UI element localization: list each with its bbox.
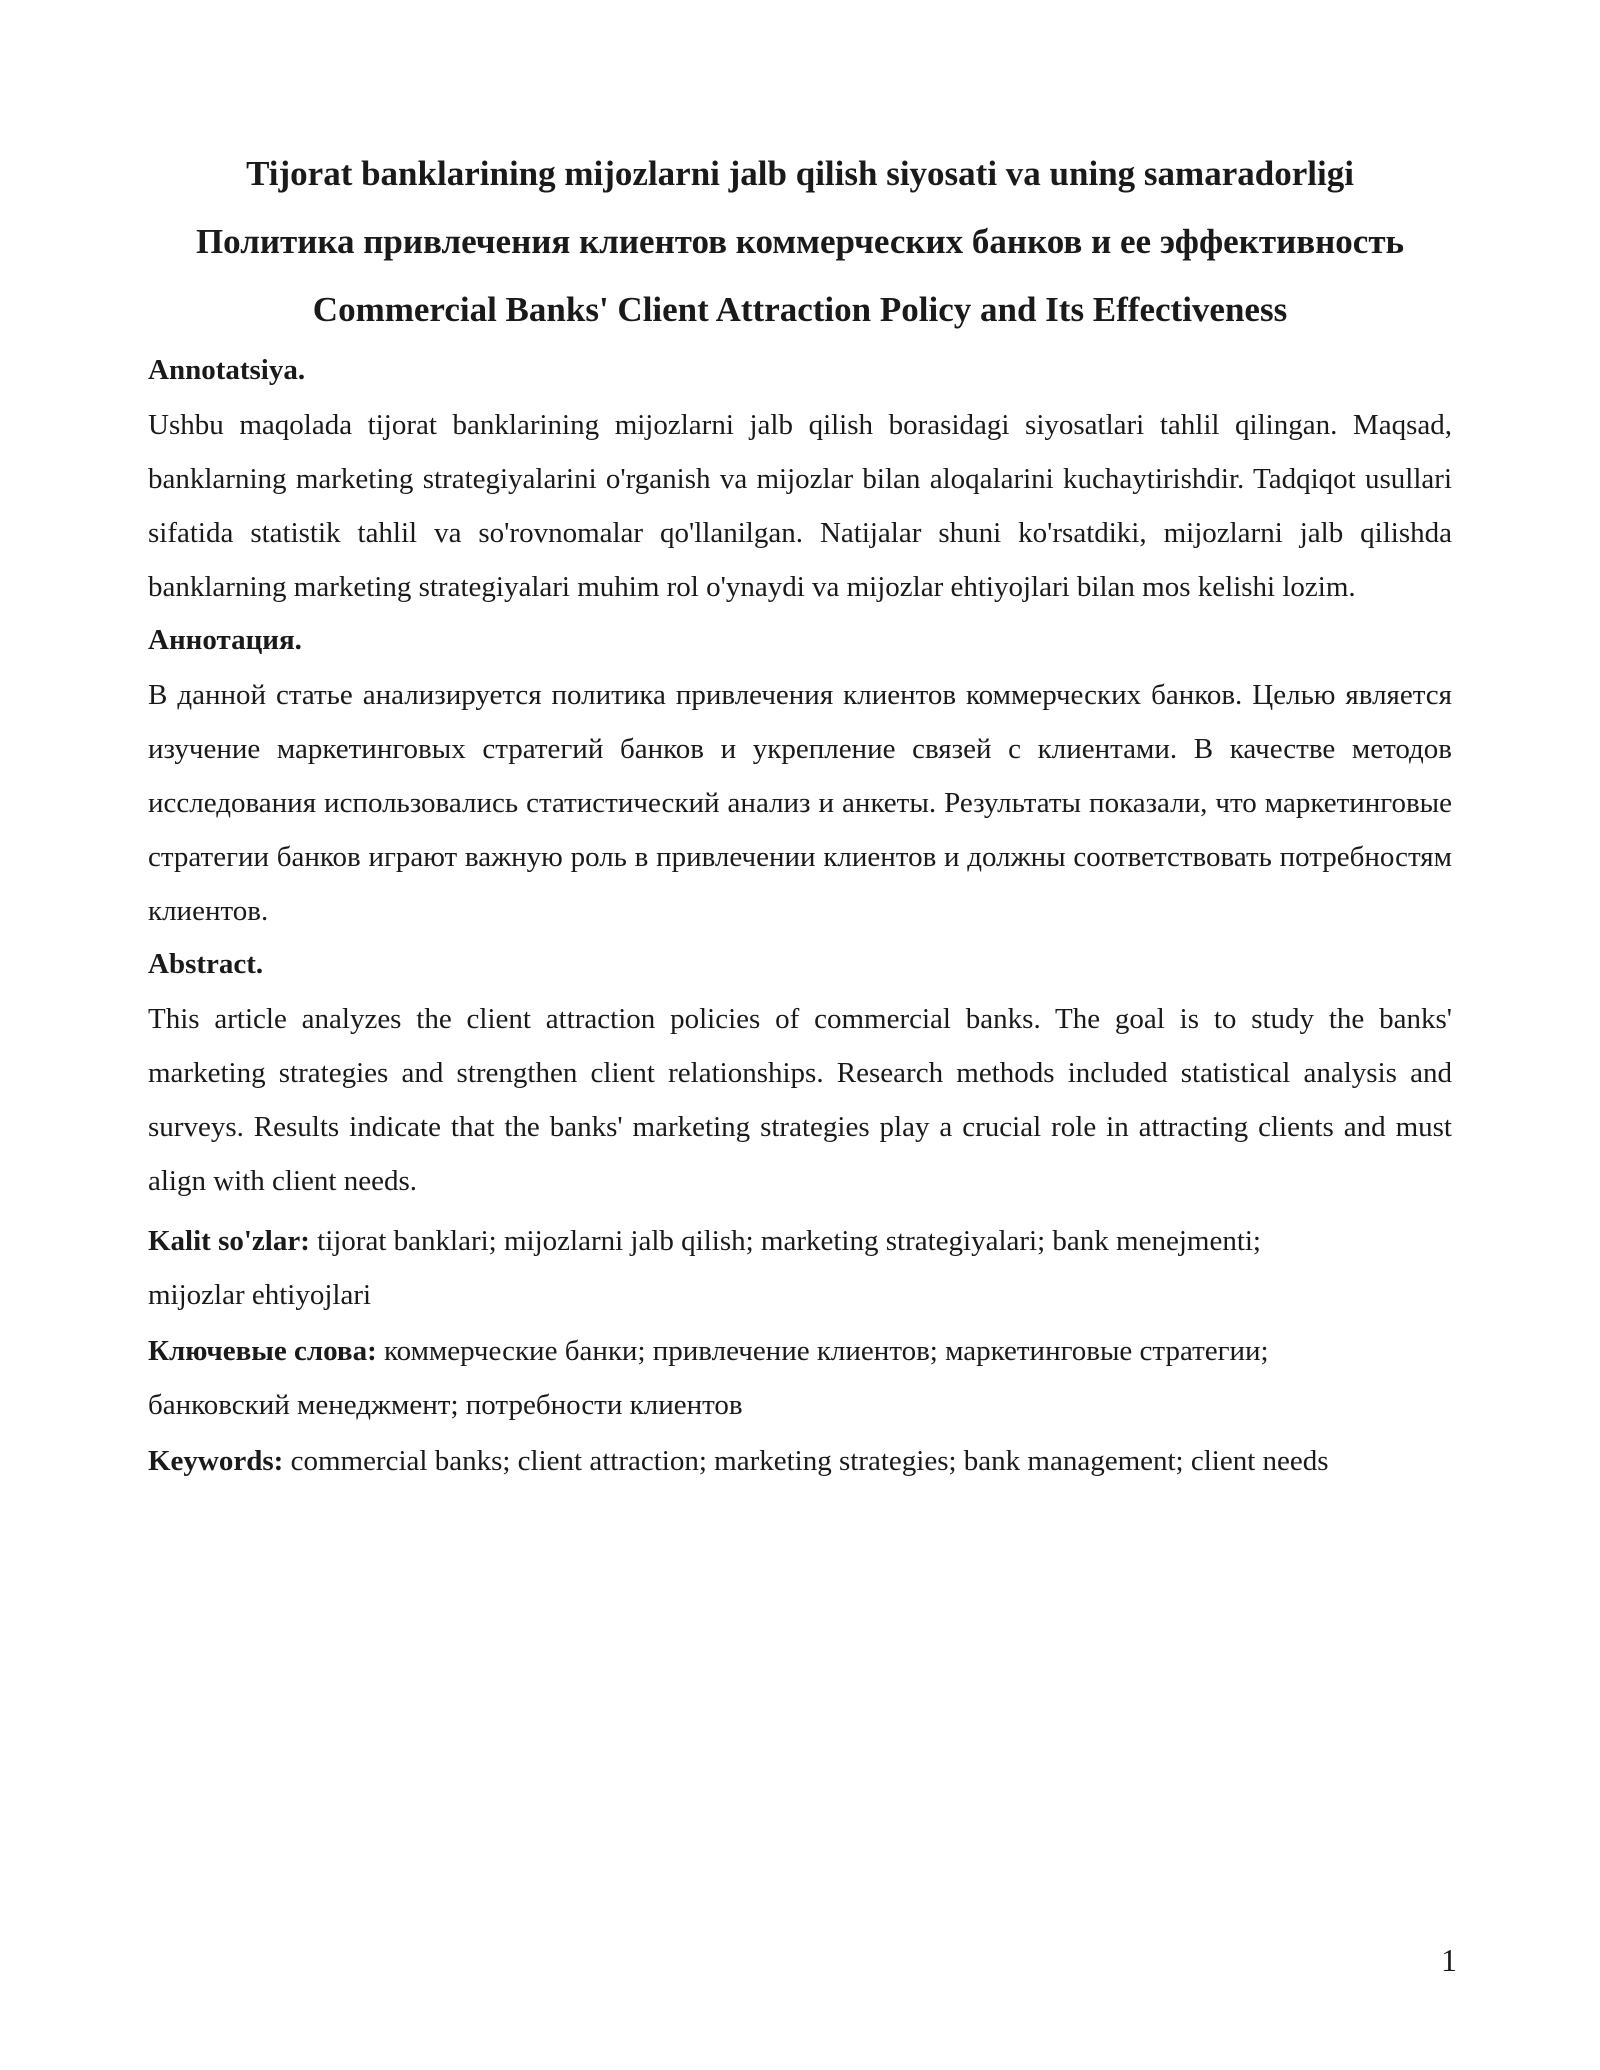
abstract-ru-heading: Аннотация. [148, 624, 302, 656]
keywords-en-line1: commercial banks; client attraction; marketing strategies; bank management; client needs [283, 1445, 1329, 1477]
keywords-uz [148, 1214, 1452, 1322]
abstract-en-text: This article analyzes the client attraction policies of commercial banks. The goal is to study the banks' marketing strategies and strengthen client relationships. Research methods included statistical analysis and surveys. Results indicate that the banks' marketing strategies play a crucial role in attracting clients and must align with client needs. [148, 1003, 1452, 1197]
keywords-ru-line2: банковский менеджмент; потребности клиентов [148, 1389, 743, 1421]
keywords-uz-label: Kalit so'zlar: [148, 1225, 310, 1257]
keywords-ru-line1: коммерческие банки; привлечение клиентов; маркетинговые стратегии; [376, 1335, 1269, 1367]
abstract-ru-text: В данной статье анализируется политика привлечения клиентов коммерческих банков. Целью является изучение маркетинговых стратегий банков и укрепление связей с клиентами. В качестве методов исследования использовались статистический анализ и анкеты. Результаты показали, что маркетинговые стратегии банков играют важную роль в привлечении клиентов и должны соответствовать потребностям клиентов. [148, 679, 1452, 927]
keywords-uz-line1: tijorat banklari; mijozlarni jalb qilish; marketing strategiyalari; bank menejmenti; [309, 1225, 1261, 1257]
page-number: 1 [1441, 1942, 1457, 1978]
title-english: Commercial Banks' Client Attraction Policy and Its Effectiveness [312, 290, 1288, 329]
keywords-ru [148, 1324, 1452, 1432]
abstract-uz-heading: Annotatsiya. [148, 354, 306, 386]
keywords-uz-line2: mijozlar ehtiyojlari [148, 1279, 372, 1311]
keywords-en-label: Keywords: [148, 1445, 284, 1477]
title-uzbek: Tijorat banklarining mijozlarni jalb qilish siyosati va uning samaradorligi [246, 154, 1354, 193]
title-block [148, 140, 1452, 344]
keywords-ru-label: Ключевые слова: [148, 1335, 377, 1367]
abstract-en-heading: Abstract. [148, 948, 264, 980]
keywords-en [148, 1434, 1452, 1488]
title-russian: Политика привлечения клиентов коммерческих банков и ее эффективность [195, 222, 1405, 261]
abstracts-section [148, 350, 1452, 1490]
abstract-uz-text: Ushbu maqolada tijorat banklarining mijozlarni jalb qilish borasidagi siyosatlari tahlil qilingan. Maqsad, banklarning marketing strategiyalarini o'rganish va mijozlar bilan aloqalarini kuchaytirishdir. Tadqiqot usullari sifatida statistik tahlil va so'rovnomalar qo'llanilgan. Natijalar shuni ko'rsatdiki, mijozlarni jalb qilishda banklarning marketing strategiyalari muhim rol o'ynaydi va mijozlar ehtiyojlari bilan mos kelishi lozim. [148, 409, 1452, 603]
